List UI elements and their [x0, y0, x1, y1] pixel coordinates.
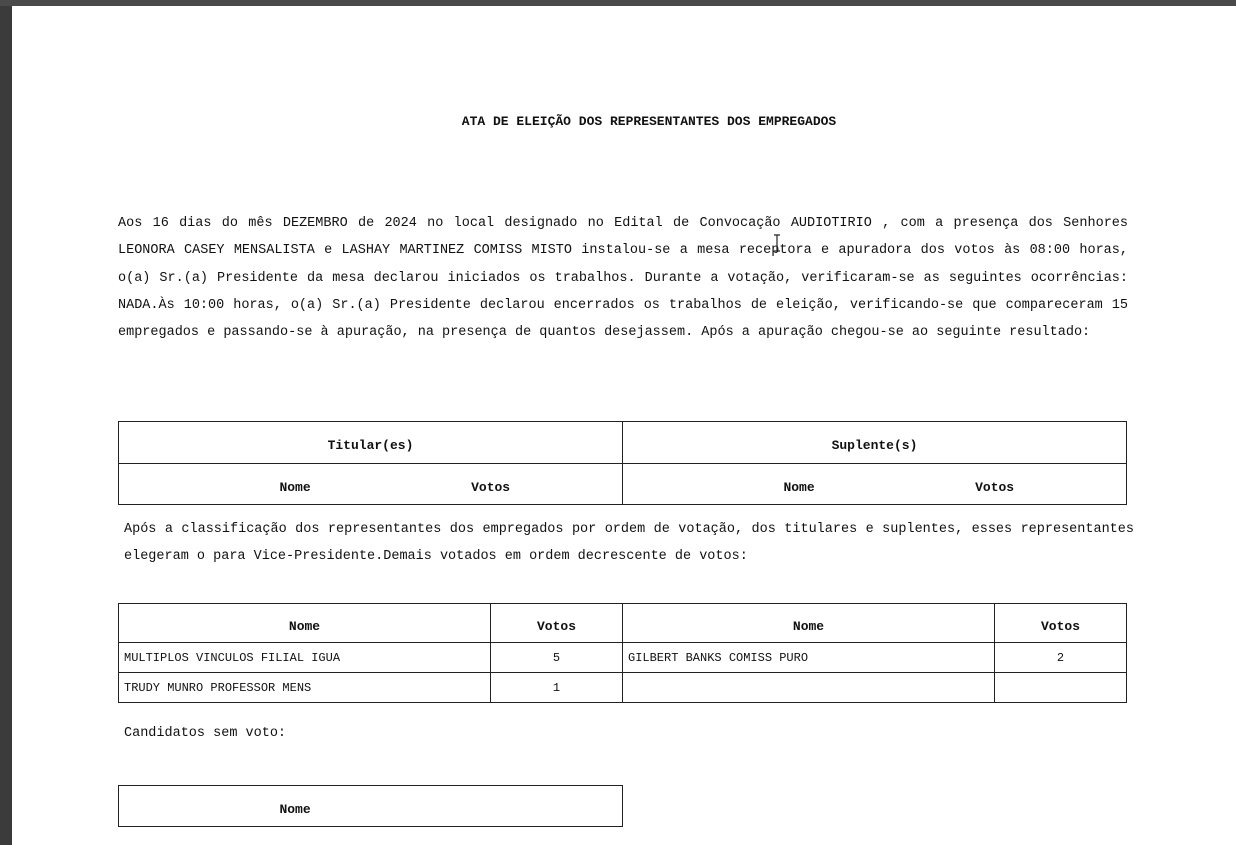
- table-row: [119, 673, 1127, 703]
- candidate-votes: 2: [995, 643, 1127, 673]
- suplente-name-col: Nome: [783, 479, 815, 495]
- no-vote-name-col: Nome: [279, 801, 311, 817]
- suplente-votes-col: Votos: [975, 479, 1015, 495]
- col-header-name-right: Nome: [623, 604, 995, 643]
- titular-columns: [119, 464, 623, 505]
- candidate-name: MULTIPLOS VINCULOS FILIAL IGUA: [119, 643, 491, 673]
- suplente-header: Suplente(s): [623, 422, 1127, 464]
- col-header-name-left: Nome: [119, 604, 491, 643]
- text-cursor-icon: [772, 234, 782, 252]
- candidate-votes: 5: [491, 643, 623, 673]
- col-header-votes-right: Votos: [995, 604, 1127, 643]
- results-table: [118, 421, 1127, 505]
- titular-header: Titular(es): [119, 422, 623, 464]
- candidate-votes: [995, 673, 1127, 703]
- document-title: ATA DE ELEIÇÃO DOS REPRESENTANTES DOS EMPREGADOS: [461, 114, 837, 129]
- candidate-name: TRUDY MUNRO PROFESSOR MENS: [119, 673, 491, 703]
- no-vote-table: [118, 785, 623, 827]
- col-header-votes-left: Votos: [491, 604, 623, 643]
- no-vote-label: Candidatos sem voto:: [124, 726, 287, 741]
- suplente-columns: [623, 464, 1127, 505]
- no-vote-header: [119, 786, 623, 827]
- other-votes-table: [118, 603, 1127, 703]
- table-row: [119, 643, 1127, 673]
- titular-votes-col: Votos: [471, 479, 511, 495]
- intro-paragraph: Aos 16 dias do mês DEZEMBRO de 2024 no local designado no Edital de Convocação AUDIOTIRIO , com a presença dos Senhores LEONORA CASEY MENSALISTA e LASHAY MARTINEZ COMISS MISTO instalou-se a mesa receptora e apuradora dos votos às 08:00 horas, o(a) Sr.(a) Presidente da mesa declarou iniciados os trabalhos. Durante a votação, verificaram-se as seguintes ocorrências: NADA.Às 10:00 horas, o(a) Sr.(a) Presidente declarou encerrados os trabalhos de eleição, verificando-se que compareceram 15 empregados e passando-se à apuração, na presença de quantos desejassem. Após a apuração chegou-se ao seguinte resultado:: [118, 216, 1128, 341]
- candidate-name: [623, 673, 995, 703]
- document-page: [12, 6, 1236, 845]
- candidate-name: GILBERT BANKS COMISS PURO: [623, 643, 995, 673]
- classification-paragraph: Após a classificação dos representantes dos empregados por ordem de votação, dos titulares e suplentes, esses representantes elegeram o para Vice-Presidente.Demais votados em ordem decrescente de votos:: [124, 522, 1134, 565]
- titular-name-col: Nome: [279, 479, 311, 495]
- candidate-votes: 1: [491, 673, 623, 703]
